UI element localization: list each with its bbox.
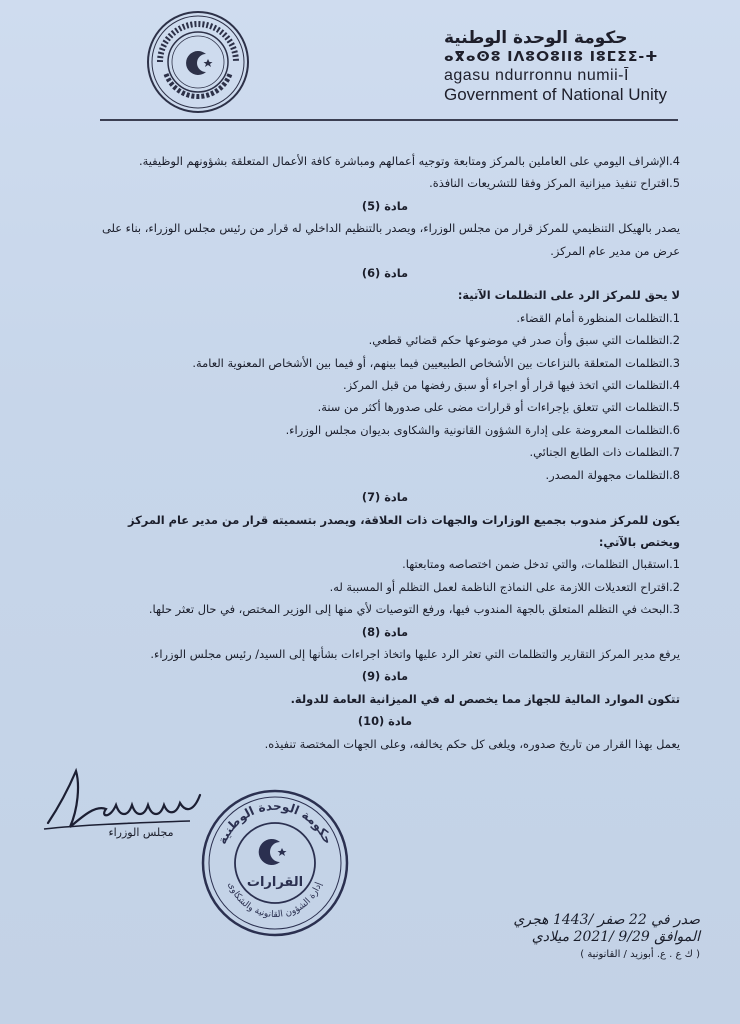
article-heading: مادة (8) bbox=[361, 624, 409, 639]
article-heading: مادة (10) bbox=[357, 714, 413, 729]
paragraph: يرفع مدير المركز التقارير والتظلمات التي تعثر الرد عليها واتخاذ اجراءات بشأنها إلى السيد/ رئيس مجلس الوزراء. bbox=[150, 646, 680, 661]
article-heading: مادة (5) bbox=[361, 198, 409, 213]
header-latin-amazigh: agasu ndurronnu numii-Ī bbox=[444, 67, 629, 84]
header-english: Government of National Unity bbox=[444, 85, 667, 104]
header-tifinagh: ⴰⴳⴰⵙⵓ ⵏⴷⵓⵔⵓⵏⵏⵓ ⵏⵓⵎⵉⵉ-ⵜ bbox=[444, 49, 659, 65]
decisions-seal bbox=[200, 788, 350, 938]
paragraph: 4.الإشراف اليومي على العاملين بالمركز ومتابعة وتوجيه أعمالهم ومباشرة كافة الأعمال المتعلقة بشؤونهم الوظيفية. bbox=[138, 154, 680, 168]
issue-date-hijri: صدر في 22 صفر /1443 هجري bbox=[513, 912, 700, 928]
article-heading: مادة (6) bbox=[361, 266, 409, 281]
article-heading: مادة (7) bbox=[361, 490, 409, 505]
signature-label: مجلس الوزراء bbox=[108, 826, 174, 839]
paragraph: يصدر بالهيكل التنظيمي للمركز قرار من مجلس الوزراء، ويصدر بالتنظيم الداخلي له قرار من رئيس مجلس الوزراء، بناء على عرض من مدير عام المركز. bbox=[101, 221, 680, 258]
list-item: 4.التظلمات التي اتخذ فيها قرار أو اجراء أو سبق رفضها من قبل المركز. bbox=[343, 378, 680, 393]
seal-bottom-text: إدارة الشؤون القانونية والشكاوى bbox=[225, 880, 325, 921]
header-arabic: حكومة الوحدة الوطنية bbox=[444, 28, 628, 48]
list-item: 1.التظلمات المنظورة أمام القضاء. bbox=[516, 310, 680, 325]
government-seal-top bbox=[146, 10, 250, 114]
paragraph: لا يحق للمركز الرد على التظلمات الآتية: bbox=[457, 288, 680, 303]
document-body bbox=[90, 150, 680, 755]
paragraph: تتكون الموارد المالية للجهاز مما يخصص له في الميزانية العامة للدولة. bbox=[290, 691, 680, 706]
paragraph: 5.اقتراح تنفيذ ميزانية المركز وفقا للتشريعات النافذة. bbox=[429, 176, 680, 191]
article-heading: مادة (9) bbox=[361, 669, 409, 684]
list-item: 3.البحث في التظلم المتعلق بالجهة المندوب فيها، ورفع التوصيات لأي منها إلى الوزير المختص، في حال تعثر حلها. bbox=[148, 602, 680, 617]
list-item: 7.التظلمات ذات الطابع الجنائي. bbox=[529, 445, 680, 460]
list-item: 5.التظلمات التي تتعلق بإجراءات أو قرارات مضى على صدورها أكثر من سنة. bbox=[317, 400, 680, 415]
seal-top-text: حكومة الوحدة الوطنية bbox=[214, 798, 336, 847]
government-header bbox=[444, 28, 694, 105]
list-item: 2.التظلمات التي سبق وأن صدر في موضوعها حكم قضائي قطعي. bbox=[368, 333, 680, 348]
seal-center-text: القرارات bbox=[246, 875, 304, 890]
list-item: 1.استقبال التظلمات، والتي تدخل ضمن اختصاصه ومتابعتها. bbox=[402, 557, 680, 572]
list-item: 8.التظلمات مجهولة المصدر. bbox=[545, 467, 680, 482]
paragraph: يعمل بهذا القرار من تاريخ صدوره، ويلغى كل حكم يخالفه، وعلى الجهات المختصة تنفيذه. bbox=[264, 736, 680, 751]
issue-date-gregorian: الموافق 9/29 /2021 ميلادي bbox=[531, 929, 700, 945]
issue-footer bbox=[460, 912, 700, 963]
list-item: 6.التظلمات المعروضة على إدارة الشؤون القانونية والشكاوى بديوان مجلس الوزراء. bbox=[285, 422, 680, 437]
reference-line: ( ك ع . ع. أبوزيد / القانونية ) bbox=[580, 949, 700, 960]
paragraph: يكون للمركز مندوب بجميع الوزارات والجهات ذات العلاقة، ويصدر بتسميته قرار من مدير عام المركز ويختص بالآتي: bbox=[128, 512, 680, 549]
header-divider bbox=[100, 119, 678, 121]
list-item: 3.التظلمات المتعلقة بالنزاعات بين الأشخاص الطبيعيين فيما بينهم، أو فيما بين الأشخاص المعنوية العامة. bbox=[192, 355, 680, 370]
list-item: 2.اقتراح التعديلات اللازمة على النماذج الناظمة لعمل التظلم أو المسببة له. bbox=[329, 579, 680, 594]
